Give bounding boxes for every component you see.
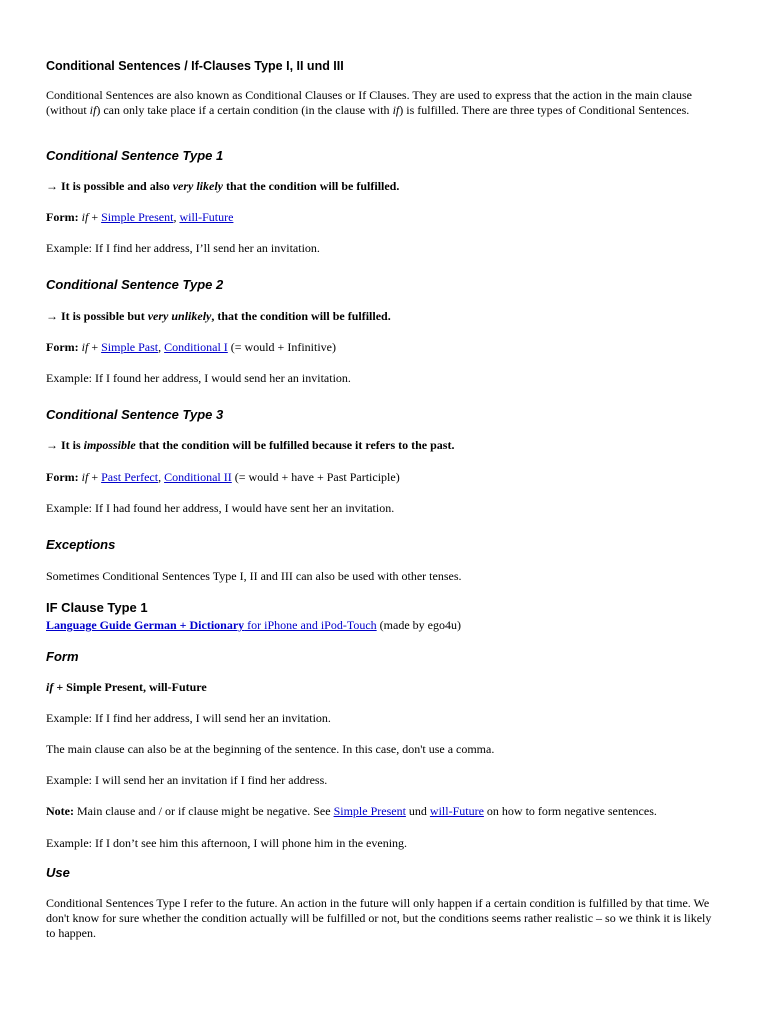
form-formula [46, 680, 722, 695]
type1-emphasis: very likely [172, 179, 224, 193]
type2-heading: Conditional Sentence Type 2 [46, 277, 224, 292]
type2-form-plus: + [88, 340, 102, 354]
type2-comma: , [158, 340, 165, 354]
intro-text-2: ) can only take place if a certain condition (in the clause with [96, 103, 393, 117]
link-simple-present[interactable]: Simple Present [101, 210, 174, 224]
form-formula-if: if [46, 680, 54, 694]
link-conditional-i[interactable]: Conditional I [164, 340, 228, 354]
type2-form-tail: (= would + Infinitive) [227, 340, 336, 354]
type3-arrow-line [46, 438, 722, 453]
type3-emphasis: impossible [83, 438, 136, 452]
promo-link-language-guide[interactable]: Language Guide German + Dictionary [46, 618, 245, 632]
type2-arrow-rest: , that the condition will be fulfilled. [211, 309, 391, 323]
type3-form-line [46, 470, 722, 485]
link-will-future[interactable]: will-Future [179, 210, 234, 224]
type1-comma: , [173, 210, 180, 224]
link-simple-past[interactable]: Simple Past [101, 340, 159, 354]
type1-form-label: Form: [46, 210, 79, 224]
type3-form-plus: + [88, 470, 102, 484]
type2-emphasis: very unlikely [147, 309, 212, 323]
use-text: Conditional Sentences Type I refer to the future. An action in the future will only happen if a certain condition is fulfilled by that time. We don't know for sure whether the condition actually will be fulfilled or not, but the conditions seems rather realistic – so we think it is likely to happen. [46, 896, 712, 940]
promo-link-iphone[interactable]: for iPhone and iPod-Touch [244, 618, 377, 632]
main-clause-note: The main clause can also be at the beginning of the sentence. In this case, don't use a comma. [46, 742, 495, 756]
type3-comma: , [158, 470, 165, 484]
page-title: Conditional Sentences / If-Clauses Type I, II und III [46, 59, 344, 73]
promo-tail: (made by ego4u) [376, 618, 461, 632]
type2-form-if: if [81, 340, 89, 354]
type2-arrow-line [46, 309, 722, 324]
type1-form-if: if [81, 210, 89, 224]
note-line [46, 804, 722, 819]
type1-form-line [46, 210, 722, 225]
intro-text-1: Conditional Sentences are also known as Conditional Clauses or If Clauses. They are used to express that the action in the main clause (without [46, 88, 692, 117]
note-label: Note: [46, 804, 74, 818]
intro-text-3: ) is fulfilled. There are three types of Conditional Sentences. [399, 103, 690, 117]
use-heading: Use [46, 865, 70, 880]
note-link-will-future[interactable]: will-Future [429, 804, 484, 818]
type2-example: Example: If I found her address, I would send her an invitation. [46, 371, 351, 385]
form-heading: Form [46, 649, 79, 664]
clause1-example-2: Example: I will send her an invitation if I find her address. [46, 773, 328, 787]
type3-arrow-rest: that the condition will be fulfilled because it refers to the past. [135, 438, 455, 452]
type2-form-label: Form: [46, 340, 79, 354]
intro-if-1: if [89, 103, 97, 117]
link-conditional-ii[interactable]: Conditional II [164, 470, 232, 484]
type3-form-label: Form: [46, 470, 79, 484]
type3-form-if: if [81, 470, 89, 484]
note-text: Main clause and / or if clause might be negative. See [73, 804, 334, 818]
type3-arrow-text: → It is [46, 438, 84, 452]
clause1-example-3: Example: If I don’t see him this afternoon, I will phone him in the evening. [46, 836, 408, 850]
intro-paragraph [46, 88, 722, 118]
note-tail: on how to form negative sentences. [483, 804, 657, 818]
type2-form-line [46, 340, 722, 355]
type3-form-tail: (= would + have + Past Participle) [231, 470, 400, 484]
type1-arrow-text: → It is possible and also [46, 179, 173, 193]
intro-if-2: if [392, 103, 400, 117]
type1-arrow-rest: that the condition will be fulfilled. [223, 179, 400, 193]
if-clause-type1-heading: IF Clause Type 1 [46, 600, 148, 615]
clause1-example-1: Example: If I find her address, I will send her an invitation. [46, 711, 331, 725]
type1-heading: Conditional Sentence Type 1 [46, 148, 224, 163]
note-und: und [405, 804, 430, 818]
type1-example: Example: If I find her address, I’ll send her an invitation. [46, 241, 320, 255]
type1-form-plus: + [88, 210, 102, 224]
exceptions-text: Sometimes Conditional Sentences Type I, II and III can also be used with other tenses. [46, 569, 462, 583]
type3-heading: Conditional Sentence Type 3 [46, 407, 224, 422]
note-link-simple-present[interactable]: Simple Present [333, 804, 406, 818]
promo-line [46, 618, 722, 633]
type3-example: Example: If I had found her address, I would have sent her an invitation. [46, 501, 395, 515]
type2-arrow-text: → It is possible but [46, 309, 148, 323]
form-formula-rest: + Simple Present, will-Future [53, 680, 207, 694]
exceptions-heading: Exceptions [46, 537, 116, 552]
type1-arrow-line [46, 179, 722, 194]
link-past-perfect[interactable]: Past Perfect [101, 470, 159, 484]
